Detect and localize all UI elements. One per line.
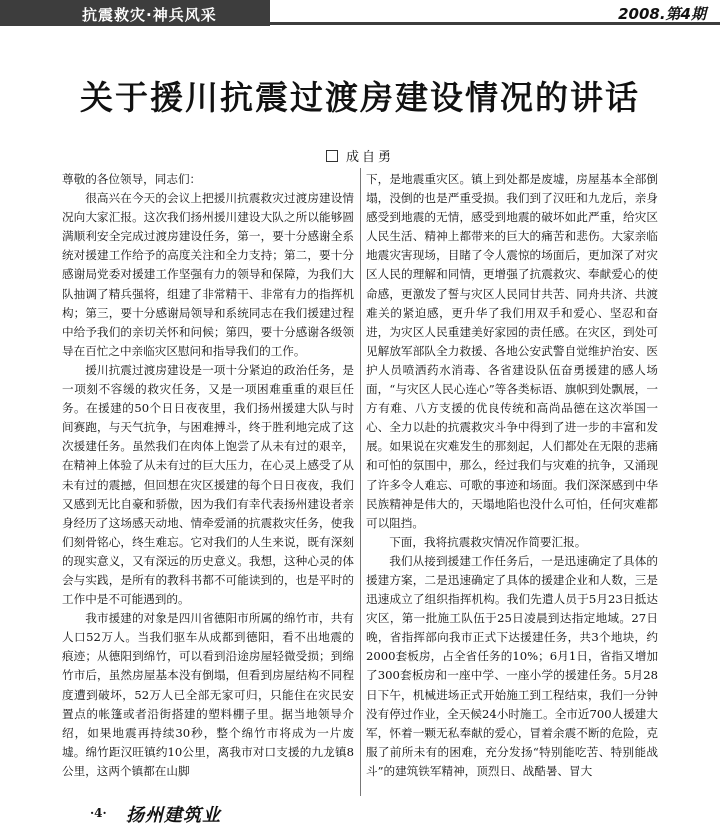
author-line (0, 146, 720, 165)
header-issue: 2008.第4期 (618, 5, 706, 23)
paragraph: 很高兴在今天的会议上把援川抗震救灾过渡房建设情况向大家汇报。这次我们扬州援川建设大队之所以能够圆满顺利安全完成过渡房建设任务，第一，要十分感谢全系统对援建工作给予的高度关注和全力支持；第二，要十分感谢局党委对援建工作坚强有力的领导和保障，为我们大队抽调了精兵强将，组建了非常精干、非常有力的指挥机构；第三，要十分感谢局领导和系统同志在我们援建过程中给予我们的亲切关怀和问候；第四，要十分感谢各级领导在百忙之中亲临灾区慰问和指导我们的工作。 (62, 191, 354, 358)
paragraph: 尊敬的各位领导，同志们： (62, 172, 202, 186)
author-box-icon (326, 150, 338, 162)
paragraph: 援川抗震过渡房建设是一项十分紧迫的政治任务，是一项刻不容缓的救灾任务，又是一项困难重重的艰巨任务。在援建的50个日日夜夜里，我们扬州援建大队与时间赛跑，与天气抗争，与困难搏斗，终于胜利地完成了这次援建任务。虽然我们在肉体上饱尝了从未有过的艰辛，在精神上体验了从未有过的巨大压力，在心灵上感受了从未有过的震撼，但回想在灾区援建的每个日日夜夜，我们又感到无比自豪和骄傲，因为我们有幸代表扬州建设者亲身经历了这场感天动地、情牵爱涌的抗震救灾任务，使我们刻骨铭心，终生难忘。它对我们的人生来说，既有深刻的现实意义，又有深远的历史意义。我想，这种心灵的体会与实践，是所有的教科书都不可能读到的，也是平时的工作中是不可能遇到的。 (62, 362, 354, 607)
paragraph: 下，是地震重灾区。镇上到处都是废墟，房屋基本全部倒塌，没倒的也是严重受损。我们到了汉旺和九龙后，亲身感受到地震的无情，感受到地震的破坏如此严重，给灾区人民生活、精神上都带来的巨大的痛苦和悲伤。大家亲临地震灾害现场，目睹了令人震惊的场面后，更加深了对灾区人民的理解和同情，更增强了抗震救灾、奉献爱心的使命感，更激发了誓与灾区人民同甘共苦、同舟共济、共渡难关的紧迫感，更升华了我们用双手和爱心、坚忍和奋进，为灾区人民重建美好家园的责任感。在灾区，到处可见解放军部队全力救援、各地公安武警自觉维护治安、医护人员喷洒药水消毒、各省建设队伍奋勇援建的感人场面，“与灾区人民心连心”等各类标语、旗帜到处飘展，一方有难、八方支援的优良传统和高尚品德在这次举国一心、全力以赴的抗震救灾斗争中得到了进一步的丰富和发展。如果说在灾难发生的那刻起，人们都处在无限的悲痛和可怕的氛围中，那么，经过我们与灾难的抗争，又涌现了许多令人难忘、可歌的事迹和场面。我们深深感到中华民族精神是伟大的，天塌地陷也没什么可怕，任何灾难都可以阻挡。 (366, 172, 658, 530)
publication-logo: 扬州建筑业 (126, 805, 221, 826)
page-number: ·4· (90, 806, 107, 820)
article-title: 关于援川抗震过渡房建设情况的讲话 (80, 78, 640, 117)
paragraph: 下面，我将抗震救灾情况作简要汇报。 (389, 534, 587, 549)
paragraph: 我们从接到援建工作任务后，一是迅速确定了具体的援建方案，二是迅速确定了具体的援建企业和人数，三是迅速成立了组织指挥机构。我们先遣人员于5月23日抵达灾区，第一批施工队伍于25日凌晨到达指定地域。27日晚，省指挥部向我市正式下达援建任务，共3个地块，约2000套板房，占全省任务的10%；6月1日，省指又增加了300套板房和一座中学、一座小学的援建任务。5月28日下午，机械进场正式开始施工到工程结束，我们一分钟没有停过作业，全天候24小时施工。全市近700人援建大军，怀着一颗无私奉献的爱心，冒着余震不断的危险，克服了前所未有的困难，充分发扬“特别能吃苦、特别能战斗”的建筑铁军精神，顶烈日、战酷暑、冒大 (366, 553, 658, 778)
paragraph: 我市援建的对象是四川省德阳市所属的绵竹市，共有人口52万人。当我们驱车从成都到德阳，看不出地震的痕迹；从德阳到绵竹，可以看到沿途房屋轻微受损；到绵竹市后，虽然房屋基本没有倒塌，但看到房屋结构不同程度遭到破坏，52万人已全部无家可归，只能住在灾民安置点的帐篷或者沿街搭建的塑料棚子里。据当地领导介绍，如果地震再持续30秒，整个绵竹市将成为一片废墟。绵竹距汉旺镇约10公里，离我市对口支援的九龙镇8公里，这两个镇都在山脚 (62, 611, 354, 778)
running-header (0, 0, 720, 30)
left-column (62, 170, 354, 781)
header-section-title: 抗震救灾·神兵风采 (82, 6, 217, 24)
header-section-band (0, 0, 270, 26)
column-divider (360, 168, 361, 796)
right-column (366, 170, 658, 781)
author-name: 成自勇 (345, 150, 394, 165)
